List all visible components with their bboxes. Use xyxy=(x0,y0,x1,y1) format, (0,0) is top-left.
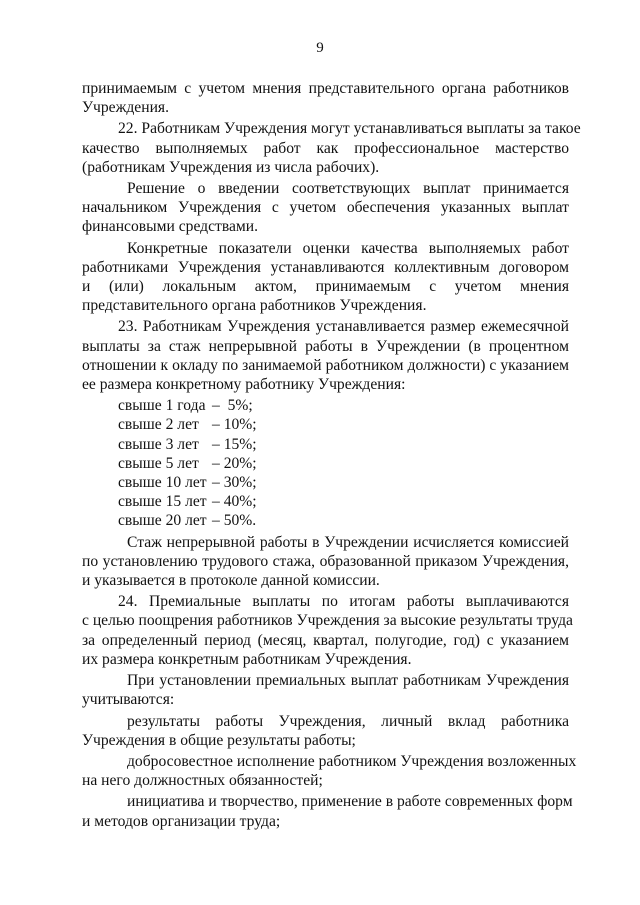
text-line: начальником Учреждения с учетом обеспечения указанных выплат xyxy=(82,199,569,217)
list-item xyxy=(82,435,569,454)
list-item xyxy=(82,454,569,473)
text-line: Решение о введении соответствующих выплат принимается xyxy=(127,180,569,198)
text-line: Стаж непрерывной работы в Учреждении исчисляется комиссией xyxy=(127,533,569,551)
paragraph xyxy=(82,317,569,394)
text-line: с целью поощрения работников Учреждения за высокие результаты труда xyxy=(82,612,573,630)
seniority-period: свыше 20 лет xyxy=(118,512,207,530)
text-line: Учреждения в общие результаты работы; xyxy=(82,731,356,749)
text-line: на него должностных обязанностей; xyxy=(82,772,323,790)
paragraph xyxy=(82,792,573,830)
page-number: 9 xyxy=(316,40,324,56)
list-item xyxy=(82,415,569,434)
seniority-period: свыше 2 лет xyxy=(118,416,199,434)
text-line: и (или) локальным актом, принимаемым с учетом мнения xyxy=(82,278,569,296)
text-line: ее размера конкретному работнику Учреждения: xyxy=(82,376,406,394)
section-paragraphs-1 xyxy=(82,79,581,394)
text-line: 24. Премиальные выплаты по итогам работы выплачиваются xyxy=(118,593,569,611)
seniority-period: свыше 10 лет xyxy=(118,474,207,492)
text-line: Учреждения. xyxy=(82,99,169,117)
document-body xyxy=(82,79,581,833)
text-line: результаты работы Учреждения, личный вклад работника xyxy=(127,712,569,730)
list-item xyxy=(82,492,569,511)
text-line: и указывается в протоколе данной комиссии. xyxy=(82,572,380,590)
paragraph xyxy=(82,752,577,790)
text-line: 23. Работникам Учреждения устанавливается размер ежемесячной xyxy=(118,318,569,336)
seniority-period: свыше 15 лет xyxy=(118,493,207,511)
seniority-rate: – 10%; xyxy=(212,416,257,434)
seniority-rate: – 20%; xyxy=(212,454,257,472)
text-line: отношении к окладу по занимаемой работником должности) с указанием xyxy=(82,356,569,374)
paragraph xyxy=(82,239,569,316)
text-line: представительного органа работников Учреждения. xyxy=(82,297,427,315)
text-line: финансовыми средствами. xyxy=(82,218,259,236)
seniority-rate: – 30%; xyxy=(212,474,257,492)
seniority-rate: – 15%; xyxy=(212,435,257,453)
text-line: их размера конкретным работникам Учреждения. xyxy=(82,650,412,668)
paragraph xyxy=(82,592,573,669)
seniority-rate-list xyxy=(82,396,569,530)
seniority-rate: – 50%. xyxy=(212,512,257,530)
paragraph xyxy=(82,533,569,591)
text-line: выплаты за стаж непрерывной работы в Учреждении (в процентном xyxy=(82,337,569,355)
paragraph xyxy=(82,671,569,709)
text-line: качество выполняемых работ как профессиональное мастерство xyxy=(82,139,569,157)
text-line: за определенный период (месяц, квартал, полугодие, год) с указанием xyxy=(82,631,569,649)
seniority-period: свыше 1 года xyxy=(118,397,206,415)
paragraph xyxy=(82,79,569,117)
text-line: При установлении премиальных выплат работникам Учреждения xyxy=(127,672,569,690)
list-item xyxy=(82,473,569,492)
list-item xyxy=(82,511,569,530)
paragraph xyxy=(82,119,581,177)
text-line: учитываются: xyxy=(82,691,175,709)
text-line: (работникам Учреждения из числа рабочих). xyxy=(82,158,380,176)
text-line: добросовестное исполнение работником Учреждения возложенных xyxy=(127,752,577,770)
seniority-period: свыше 3 лет xyxy=(118,435,199,453)
text-line: работниками Учреждения устанавливаются коллективным договором xyxy=(82,258,569,276)
list-item xyxy=(82,396,569,415)
text-line: Конкретные показатели оценки качества выполняемых работ xyxy=(127,239,569,257)
paragraph xyxy=(82,712,569,750)
text-line: по установлению трудового стажа, образованной приказом Учреждения, xyxy=(82,552,569,570)
seniority-period: свыше 5 лет xyxy=(118,454,199,472)
section-paragraphs-2 xyxy=(82,533,577,831)
seniority-rate: – 40%; xyxy=(212,493,257,511)
text-line: принимаемым с учетом мнения представительного органа работников xyxy=(82,80,569,97)
paragraph xyxy=(82,179,569,237)
text-line: инициатива и творчество, применение в работе современных форм xyxy=(127,793,573,811)
text-line: и методов организации труда; xyxy=(82,812,281,830)
seniority-rate: – 5%; xyxy=(212,397,253,415)
text-line: 22. Работникам Учреждения могут устанавливаться выплаты за такое xyxy=(118,120,581,138)
